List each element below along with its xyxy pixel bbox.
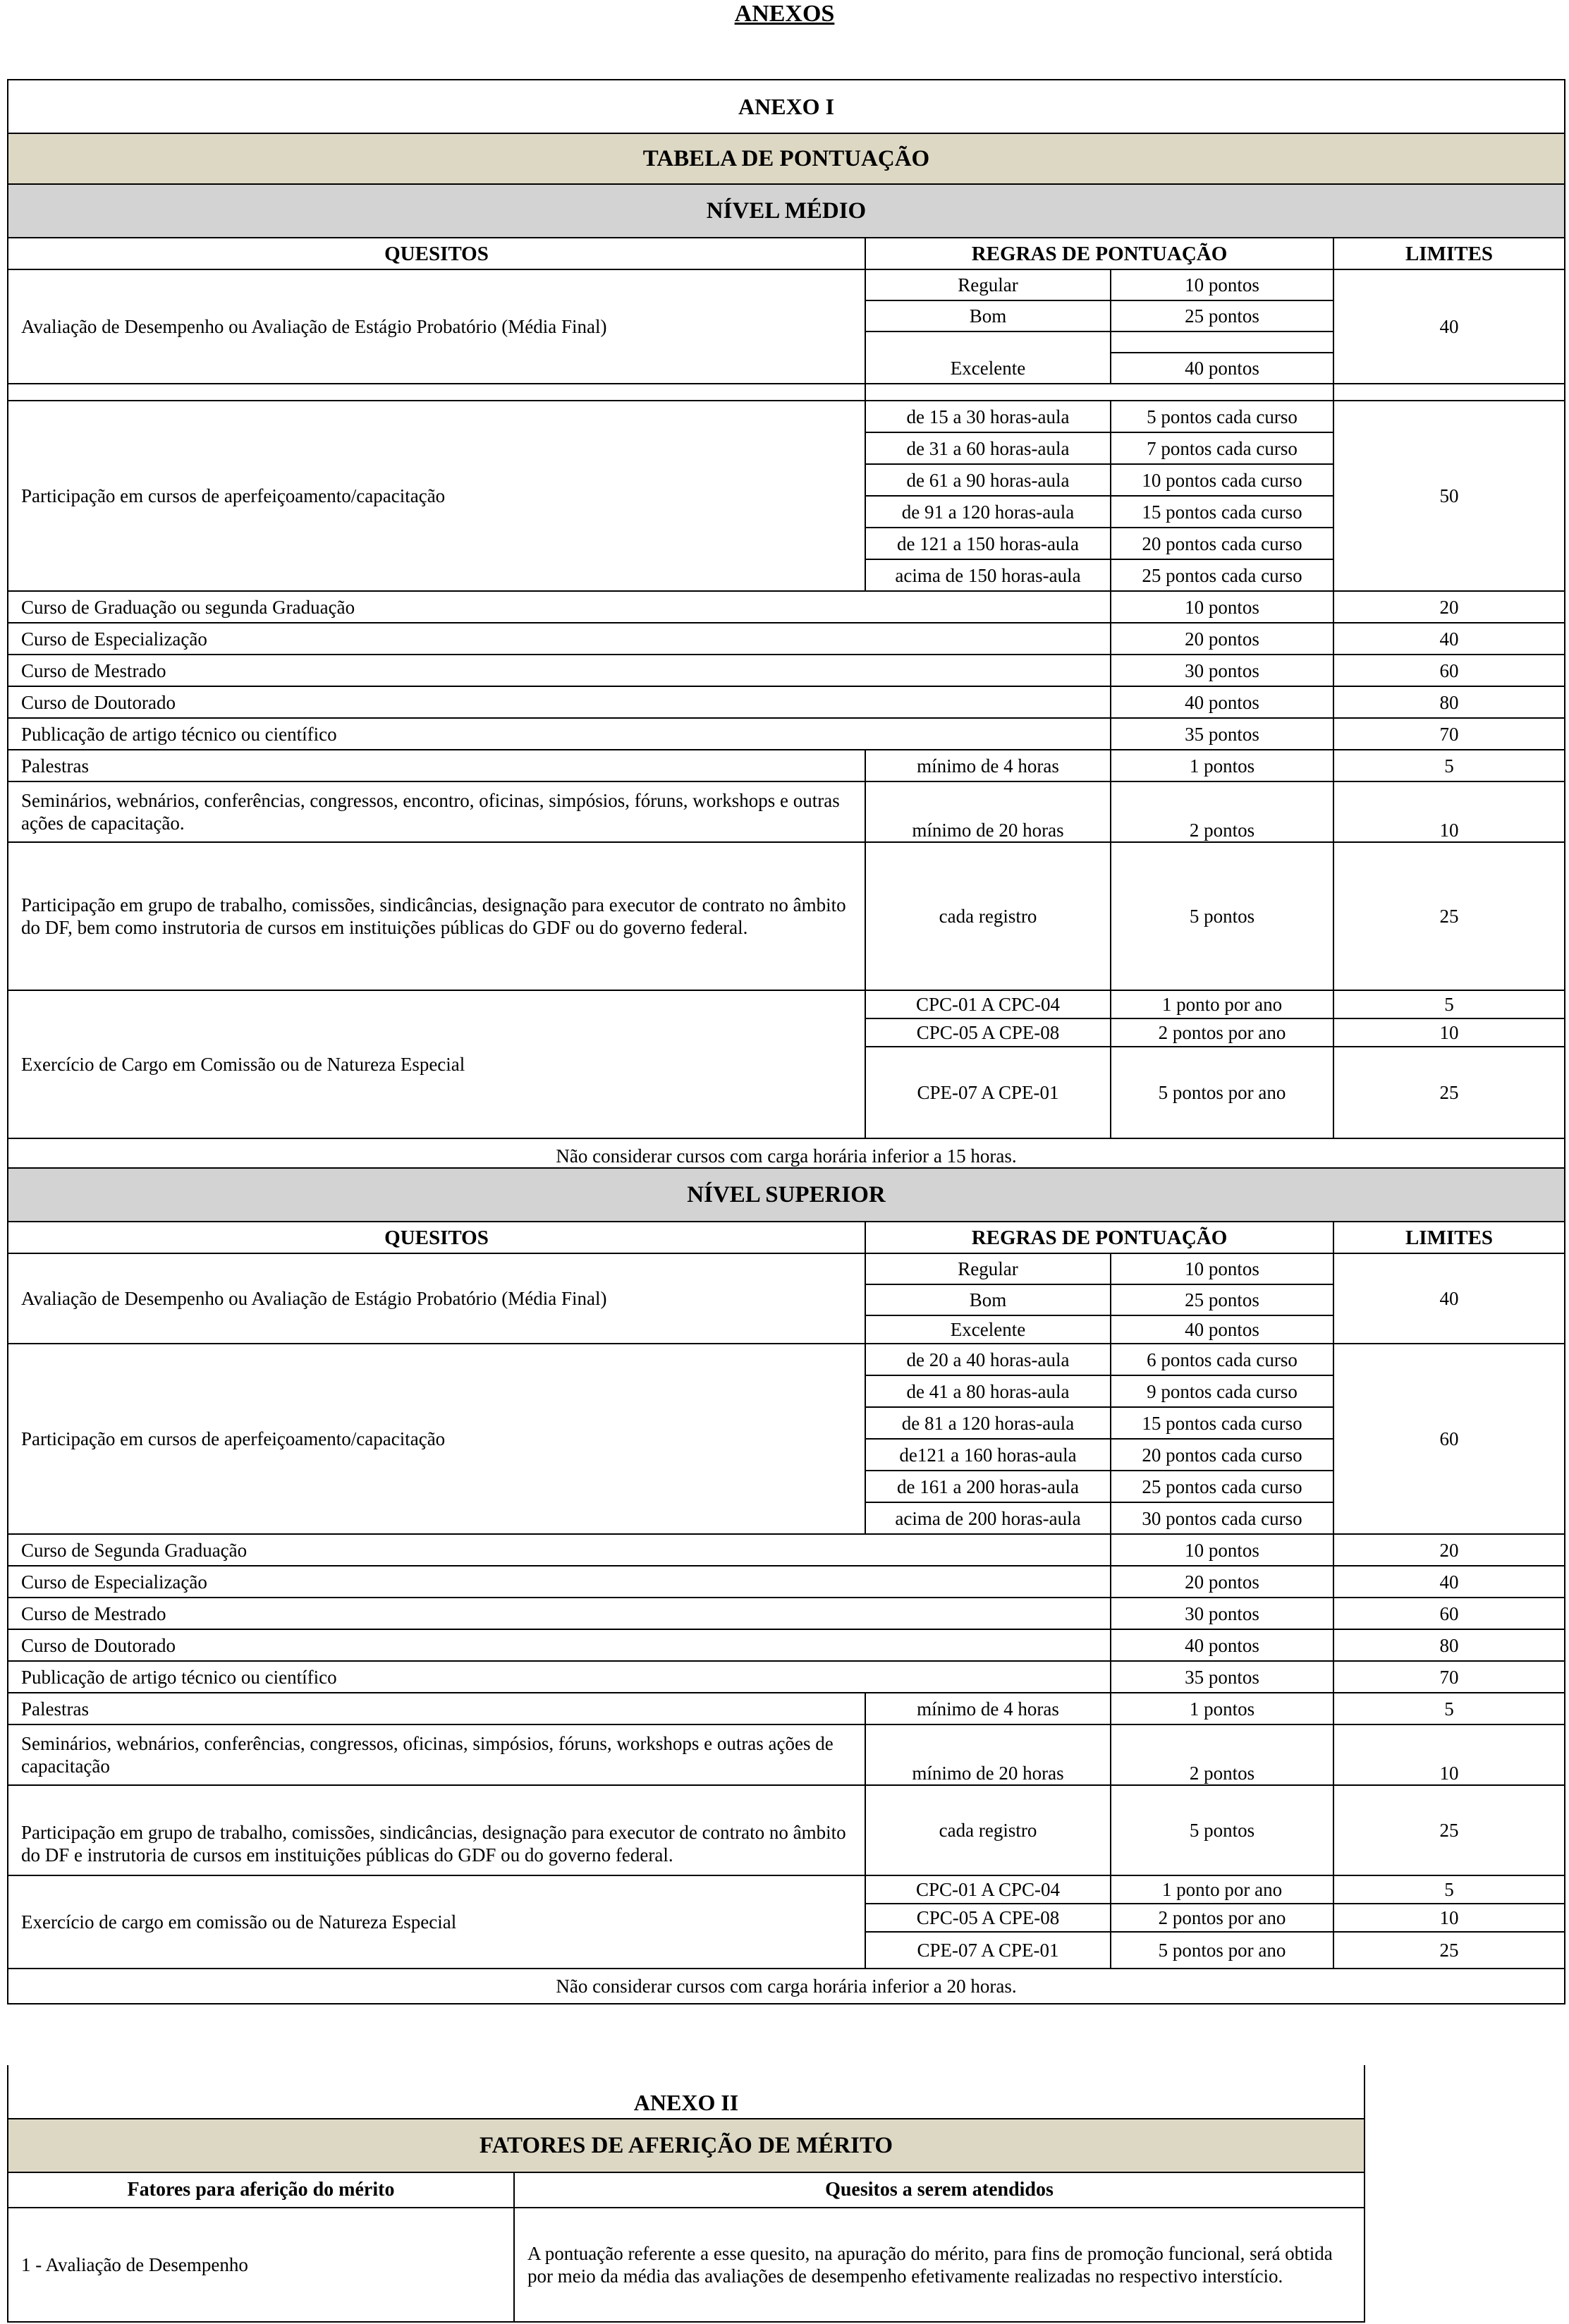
regra-pontos: 20 pontos cada curso <box>1111 528 1333 559</box>
column-header-quesitos: QUESITOS <box>8 1222 865 1253</box>
nivel-superior-note: Não considerar cursos com carga horária inferior a 20 horas. <box>8 1969 1565 2004</box>
regra-label: cada registro <box>865 1785 1111 1875</box>
regra-pontos: 5 pontos por ano <box>1111 1932 1333 1969</box>
anexo-1-subtitle: TABELA DE PONTUAÇÃO <box>8 133 1565 184</box>
regra-pontos: 15 pontos cada curso <box>1111 496 1333 528</box>
limite-value: 80 <box>1333 686 1565 718</box>
quesito-label: Palestras <box>8 750 865 781</box>
column-header-limites: LIMITES <box>1333 1222 1565 1253</box>
regra-label: Bom <box>865 1284 1111 1315</box>
quesito-label: Participação em grupo de trabalho, comissões, sindicâncias, designação para executor de contrato no âmbito do DF e instrutoria de cursos em instituições públicas do GDF ou do governo federal. <box>8 1785 865 1875</box>
column-header-quesitos-atendidos: Quesitos a serem atendidos <box>514 2172 1365 2208</box>
quesito-label: Publicação de artigo técnico ou científico <box>8 718 1111 750</box>
limite-value: 5 <box>1333 750 1565 781</box>
regra-pontos: 30 pontos <box>1111 1598 1333 1629</box>
nivel-medio-note: Não considerar cursos com carga horária inferior a 15 horas. <box>8 1138 1565 1168</box>
regra-pontos: 10 pontos <box>1111 1253 1333 1284</box>
quesito-label: Curso de Graduação ou segunda Graduação <box>8 591 1111 623</box>
regra-pontos: 40 pontos <box>1111 686 1333 718</box>
limite-value: 50 <box>1333 401 1565 591</box>
quesito-label: Curso de Doutorado <box>8 1629 1111 1661</box>
regra-pontos: 40 pontos <box>1111 353 1333 384</box>
column-header-limites: LIMITES <box>1333 238 1565 269</box>
regra-pontos: 9 pontos cada curso <box>1111 1375 1333 1407</box>
limite-value: 5 <box>1333 1693 1565 1724</box>
regra-pontos: 2 pontos <box>1111 781 1333 842</box>
regra-pontos: 1 ponto por ano <box>1111 1875 1333 1904</box>
limite-value: 5 <box>1333 990 1565 1018</box>
regra-label: acima de 150 horas-aula <box>865 559 1111 591</box>
regra-pontos: 2 pontos por ano <box>1111 1904 1333 1932</box>
regra-pontos: 5 pontos <box>1111 842 1333 990</box>
regra-label: acima de 200 horas-aula <box>865 1502 1111 1534</box>
nivel-medio-title: NÍVEL MÉDIO <box>8 184 1565 238</box>
quesito-descricao: A pontuação referente a esse quesito, na apuração do mérito, para fins de promoção funcional, será obtida por meio da média das avaliações de desempenho efetivamente realizadas no respectivo interstício. <box>514 2208 1365 2322</box>
column-header-quesitos: QUESITOS <box>8 238 865 269</box>
quesito-label: Participação em grupo de trabalho, comissões, sindicâncias, designação para executor de contrato no âmbito do DF, bem como instrutoria de cursos em instituições públicas do GDF ou do governo federal. <box>8 842 865 990</box>
regra-label: CPC-01 A CPC-04 <box>865 990 1111 1018</box>
quesito-label: Curso de Mestrado <box>8 1598 1111 1629</box>
regra-pontos: 7 pontos cada curso <box>1111 432 1333 464</box>
regra-pontos: 5 pontos por ano <box>1111 1047 1333 1138</box>
regra-label: de 20 a 40 horas-aula <box>865 1344 1111 1375</box>
quesito-label: Curso de Doutorado <box>8 686 1111 718</box>
quesito-cursos: Participação em cursos de aperfeiçoamento/capacitação <box>8 1344 865 1534</box>
regra-label: de 61 a 90 horas-aula <box>865 464 1111 496</box>
anexo-1-table <box>7 79 1565 2004</box>
quesito-label: Curso de Segunda Graduação <box>8 1534 1111 1566</box>
regra-pontos: 30 pontos <box>1111 655 1333 686</box>
regra-pontos: 15 pontos cada curso <box>1111 1407 1333 1439</box>
limite-value: 80 <box>1333 1629 1565 1661</box>
regra-label: de 41 a 80 horas-aula <box>865 1375 1111 1407</box>
quesito-label: Curso de Especialização <box>8 1566 1111 1598</box>
spacer <box>8 384 865 401</box>
limite-value: 20 <box>1333 591 1565 623</box>
regra-pontos: 25 pontos <box>1111 300 1333 331</box>
limite-value: 60 <box>1333 1344 1565 1534</box>
regra-label: Bom <box>865 300 1111 331</box>
limite-value: 10 <box>1333 1724 1565 1785</box>
limite-value: 10 <box>1333 1904 1565 1932</box>
regra-pontos: 2 pontos por ano <box>1111 1018 1333 1047</box>
regra-label: de 31 a 60 horas-aula <box>865 432 1111 464</box>
regra-pontos: 25 pontos cada curso <box>1111 559 1333 591</box>
column-header-fatores: Fatores para aferição do mérito <box>8 2172 514 2208</box>
regra-label: mínimo de 4 horas <box>865 750 1111 781</box>
column-header-regras: REGRAS DE PONTUAÇÃO <box>865 238 1333 269</box>
regra-pontos-spacer <box>1111 331 1333 353</box>
limite-value: 40 <box>1333 1253 1565 1344</box>
limite-value: 40 <box>1333 269 1565 384</box>
spacer <box>1333 384 1565 401</box>
quesito-avaliacao: Avaliação de Desempenho ou Avaliação de Estágio Probatório (Média Final) <box>8 269 865 384</box>
limite-value: 25 <box>1333 1932 1565 1969</box>
limite-value: 25 <box>1333 842 1565 990</box>
spacer <box>865 384 1333 401</box>
quesito-cargo: Exercício de cargo em comissão ou de Natureza Especial <box>8 1875 865 1969</box>
regra-label: de 161 a 200 horas-aula <box>865 1471 1111 1502</box>
regra-pontos: 10 pontos <box>1111 1534 1333 1566</box>
anexo-2-subtitle: FATORES DE AFERIÇÃO DE MÉRITO <box>8 2119 1365 2172</box>
regra-pontos: 5 pontos <box>1111 1785 1333 1875</box>
regra-label: CPC-01 A CPC-04 <box>865 1875 1111 1904</box>
regra-pontos: 35 pontos <box>1111 718 1333 750</box>
anexo-2-title: ANEXO II <box>8 2065 1365 2119</box>
regra-pontos: 25 pontos <box>1111 1284 1333 1315</box>
regra-label: de 121 a 150 horas-aula <box>865 528 1111 559</box>
regra-pontos: 20 pontos <box>1111 1566 1333 1598</box>
limite-value: 25 <box>1333 1047 1565 1138</box>
regra-label: Regular <box>865 269 1111 300</box>
quesito-cursos: Participação em cursos de aperfeiçoamento/capacitação <box>8 401 865 591</box>
anexo-1-title: ANEXO I <box>8 80 1565 133</box>
limite-value: 40 <box>1333 1566 1565 1598</box>
regra-pontos: 40 pontos <box>1111 1629 1333 1661</box>
regra-label: Excelente <box>865 353 1111 384</box>
regra-label: CPC-05 A CPE-08 <box>865 1018 1111 1047</box>
regra-pontos: 30 pontos cada curso <box>1111 1502 1333 1534</box>
regra-label: de 91 a 120 horas-aula <box>865 496 1111 528</box>
regra-label: de 81 a 120 horas-aula <box>865 1407 1111 1439</box>
regra-pontos: 10 pontos <box>1111 269 1333 300</box>
regra-label-spacer <box>865 331 1111 353</box>
limite-value: 10 <box>1333 781 1565 842</box>
quesito-label: Publicação de artigo técnico ou científico <box>8 1661 1111 1693</box>
quesito-label: Curso de Mestrado <box>8 655 1111 686</box>
column-header-regras: REGRAS DE PONTUAÇÃO <box>865 1222 1333 1253</box>
regra-label: mínimo de 4 horas <box>865 1693 1111 1724</box>
page-title: ANEXOS <box>734 1 835 27</box>
regra-pontos: 10 pontos cada curso <box>1111 464 1333 496</box>
nivel-superior-title: NÍVEL SUPERIOR <box>8 1168 1565 1222</box>
regra-label: CPE-07 A CPE-01 <box>865 1932 1111 1969</box>
quesito-avaliacao: Avaliação de Desempenho ou Avaliação de Estágio Probatório (Média Final) <box>8 1253 865 1344</box>
regra-label: cada registro <box>865 842 1111 990</box>
quesito-label: Seminários, webnários, conferências, congressos, oficinas, simpósios, fóruns, workshops e outras ações de capacitação <box>8 1724 865 1785</box>
regra-pontos: 2 pontos <box>1111 1724 1333 1785</box>
limite-value: 40 <box>1333 623 1565 655</box>
quesito-cargo: Exercício de Cargo em Comissão ou de Natureza Especial <box>8 990 865 1138</box>
regra-pontos: 1 pontos <box>1111 1693 1333 1724</box>
regra-label: de 15 a 30 horas-aula <box>865 401 1111 432</box>
regra-pontos: 25 pontos cada curso <box>1111 1471 1333 1502</box>
regra-pontos: 40 pontos <box>1111 1315 1333 1344</box>
regra-label: mínimo de 20 horas <box>865 1724 1111 1785</box>
regra-pontos: 5 pontos cada curso <box>1111 401 1333 432</box>
limite-value: 60 <box>1333 1598 1565 1629</box>
fator-label: 1 - Avaliação de Desempenho <box>8 2208 514 2322</box>
quesito-label: Seminários, webnários, conferências, congressos, encontro, oficinas, simpósios, fóruns, workshops e outras ações de capacitação. <box>8 781 865 842</box>
regra-pontos: 10 pontos <box>1111 591 1333 623</box>
regra-label: CPC-05 A CPE-08 <box>865 1904 1111 1932</box>
limite-value: 60 <box>1333 655 1565 686</box>
limite-value: 10 <box>1333 1018 1565 1047</box>
regra-pontos: 20 pontos cada curso <box>1111 1439 1333 1471</box>
regra-pontos: 1 ponto por ano <box>1111 990 1333 1018</box>
limite-value: 70 <box>1333 718 1565 750</box>
anexo-2-table <box>7 2065 1365 2323</box>
regra-pontos: 1 pontos <box>1111 750 1333 781</box>
quesito-label: Palestras <box>8 1693 865 1724</box>
regra-pontos: 35 pontos <box>1111 1661 1333 1693</box>
limite-value: 70 <box>1333 1661 1565 1693</box>
quesito-label: Curso de Especialização <box>8 623 1111 655</box>
limite-value: 20 <box>1333 1534 1565 1566</box>
regra-label: Excelente <box>865 1315 1111 1344</box>
limite-value: 25 <box>1333 1785 1565 1875</box>
regra-label: mínimo de 20 horas <box>865 781 1111 842</box>
regra-label: CPE-07 A CPE-01 <box>865 1047 1111 1138</box>
regra-label: de121 a 160 horas-aula <box>865 1439 1111 1471</box>
regra-pontos: 6 pontos cada curso <box>1111 1344 1333 1375</box>
limite-value: 5 <box>1333 1875 1565 1904</box>
regra-label: Regular <box>865 1253 1111 1284</box>
regra-pontos: 20 pontos <box>1111 623 1333 655</box>
